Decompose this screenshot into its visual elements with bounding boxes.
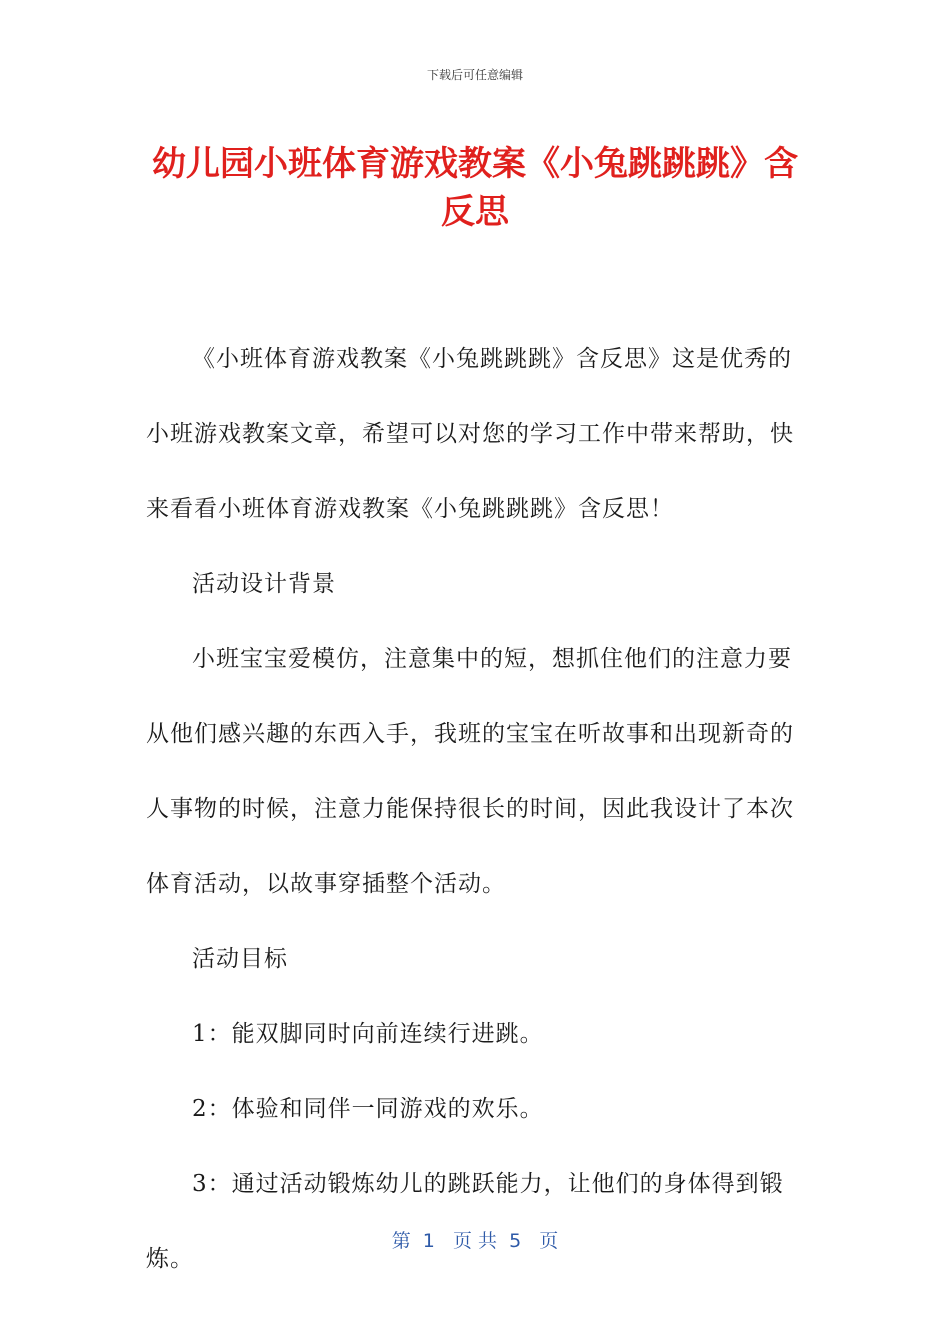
document-title: 幼儿园小班体育游戏教案《小兔跳跳跳》含反思 <box>152 144 798 232</box>
background-paragraph: 小班宝宝爱模仿，注意集中的短，想抓住他们的注意力要从他们感兴趣的东西入手，我班的宝宝在听故事和出现新奇的人事物的时候，注意力能保持很长的时间，因此我设计了本次体育活动，以故事穿插整个活动。 <box>146 646 794 897</box>
page-number-footer: 第 1 页 共 5 页 <box>391 1230 559 1252</box>
goal-item-3: 3：通过活动锻炼幼儿的跳跃能力，让他们的身体得到锻炼。 <box>146 1171 784 1272</box>
section-heading-goals: 活动目标 <box>192 946 288 972</box>
header-note: 下载后可任意编辑 <box>426 68 523 82</box>
goal-item-1: 1：能双脚同时向前连续行进跳。 <box>192 1021 544 1047</box>
section-heading-background: 活动设计背景 <box>192 571 336 597</box>
goal-item-2: 2：体验和同伴一同游戏的欢乐。 <box>192 1096 544 1122</box>
document-body <box>146 322 808 1297</box>
intro-paragraph: 《小班体育游戏教案《小兔跳跳跳》含反思》这是优秀的小班游戏教案文章，希望可以对您的学习工作中带来帮助，快来看看小班体育游戏教案《小兔跳跳跳》含反思！ <box>146 346 794 522</box>
